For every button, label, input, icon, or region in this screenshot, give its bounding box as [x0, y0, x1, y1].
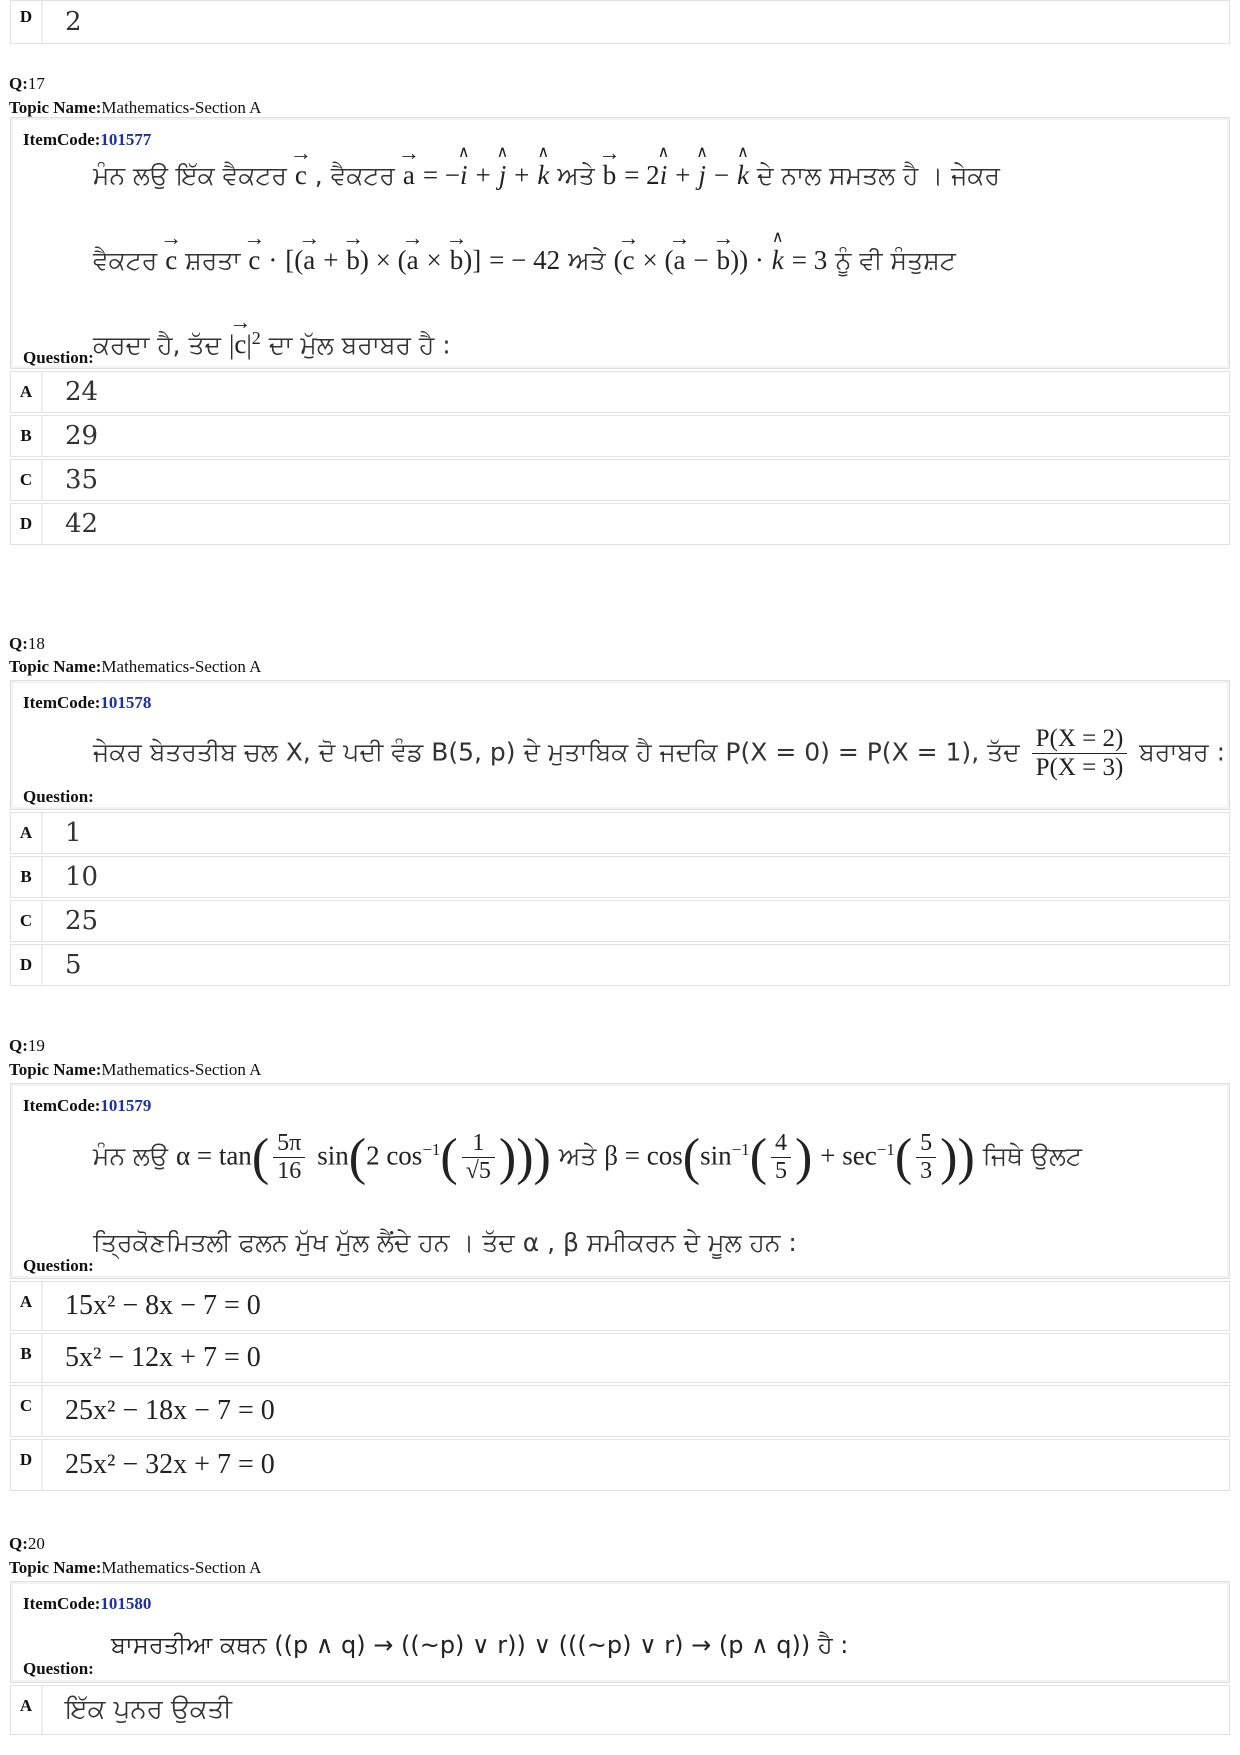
question-label: Question:	[23, 1256, 94, 1275]
question-stem: ਜੇਕਰ ਬੇਤਰਤੀਬ ਚਲ X, ਦੋ ਪਦੀ ਵੰਡ B(5, p) ਦੇ ਮੁਤਾਬਿਕ ਹੈ ਜਦਕਿ P(X = 0) = P(X = 1), ਤੱਦ $\frac{P(X = 2)}{P(X = 3)}$ ਬਰਾਬਰ :	[93, 725, 1225, 781]
probability-ratio: $\frac{P(X = 2)}{P(X = 3)}$	[1032, 725, 1128, 782]
option-d[interactable]	[10, 944, 1230, 986]
option-letter: A	[11, 1686, 41, 1734]
option-a[interactable]	[10, 371, 1230, 413]
question-card	[10, 1083, 1230, 1279]
option-b[interactable]	[10, 856, 1230, 898]
question-stem-line-1: ਮੰਨ ਲਉ α = tan( $\frac{5\pi}{16}$ sin(2 $\cos^{-1}$( $\frac{1}{√5}$ ))) ਅਤੇ $\beta = \cos(\sin^{-1}$( $\frac{4}{5}$ ) + $\sec^{-1}$( $\frac{5}{3}$ )) ਜਿਥੇ ਉਲਟ	[93, 1129, 1082, 1186]
question-stem-line-2: ਤ੍ਰਿਕੋਣਮਿਤਲੀ ਫਲਨ ਮੁੱਖ ਮੁੱਲ ਲੈਂਦੇ ਹਨ । ਤੱਦ α , β ਸਮੀਕਰਨ ਦੇ ਮੂਲ ਹਨ :	[93, 1228, 797, 1257]
option-letter: C	[11, 460, 41, 500]
option-letter: C	[11, 901, 41, 941]
question-card	[10, 117, 1230, 369]
question-label: Question:	[23, 1659, 94, 1678]
option-letter: A	[11, 372, 41, 412]
option-text: ਇੱਕ ਪੁਨਰ ਉਕਤੀ	[65, 1694, 232, 1725]
option-letter: B	[11, 857, 41, 897]
topic-name: Topic Name:Mathematics-Section A	[9, 98, 262, 117]
option-a[interactable]	[10, 812, 1230, 854]
question-label: Question:	[23, 787, 94, 806]
question-number: Q:18	[9, 634, 45, 653]
option-d[interactable]	[10, 503, 1230, 545]
question-card	[10, 1581, 1230, 1683]
option-letter: D	[11, 945, 41, 985]
option-b[interactable]	[10, 1333, 1230, 1383]
topic-name: Topic Name:Mathematics-Section A	[9, 1060, 262, 1079]
option-text: 35	[65, 465, 99, 495]
option-a[interactable]	[10, 1281, 1230, 1331]
option-text: 25x² − 32x + 7 = 0	[65, 1449, 275, 1480]
question-number: Q:17	[9, 74, 45, 93]
option-text: 25x² − 18x − 7 = 0	[65, 1395, 275, 1426]
topic-name: Topic Name:Mathematics-Section A	[9, 657, 262, 676]
question-stem-line-3: ਕਰਦਾ ਹੈ, ਤੱਦ |→ $c|^2$ ਦਾ ਮੁੱਲ ਬਰਾਬਰ ਹੈ :	[93, 328, 451, 360]
option-text: 15x² − 8x − 7 = 0	[65, 1290, 261, 1321]
option-text: 25	[65, 906, 99, 936]
option-text: 29	[65, 421, 99, 451]
option-letter: D	[11, 504, 41, 544]
option-a[interactable]	[10, 1685, 1230, 1735]
option-letter: D	[11, 1, 41, 43]
option-c[interactable]	[10, 900, 1230, 942]
item-code: ItemCode:101577	[23, 130, 152, 149]
option-letter: B	[11, 416, 41, 456]
item-code: ItemCode:101579	[23, 1096, 152, 1115]
option-text: 2	[65, 7, 82, 37]
item-code: ItemCode:101580	[23, 1594, 152, 1613]
option-text: 42	[65, 509, 99, 539]
question-label: Question:	[23, 348, 94, 367]
question-number: Q:20	[9, 1534, 45, 1553]
question-stem-line-1: ਮੰਨ ਲਉ ਇੱਕ ਵੈਕਟਰ → c , ਵੈਕਟਰ → a = −∧ i + ∧ j + ∧ k ਅਤੇ → b = 2∧ i + ∧ j − ∧ k ਦੇ ਨਾਲ ਸਮਤਲ ਹੈ । ਜੇਕਰ	[93, 160, 1000, 191]
option-d[interactable]	[10, 1439, 1230, 1491]
option-text: 5x² − 12x + 7 = 0	[65, 1342, 261, 1373]
option-b[interactable]	[10, 415, 1230, 457]
option-letter: D	[11, 1440, 41, 1490]
option-letter: A	[11, 1282, 41, 1330]
option-letter: B	[11, 1334, 41, 1382]
option-text: 1	[65, 818, 82, 848]
item-code: ItemCode:101578	[23, 693, 152, 712]
option-text: 5	[65, 950, 82, 980]
question-stem-line-2: ਵੈਕਟਰ → c ਸ਼ਰਤਾ → c · [(→ a + → b) × (→ a × → b)] = − 42 ਅਤੇ (→ c × (→ a − → b)) · ∧ k = 3 ਨੂੰ ਵੀ ਸੰਤੁਸ਼ਟ	[93, 245, 956, 276]
option-letter: A	[11, 813, 41, 853]
option-d-prev[interactable]	[10, 0, 1230, 44]
question-number: Q:19	[9, 1036, 45, 1055]
option-c[interactable]	[10, 459, 1230, 501]
topic-name: Topic Name:Mathematics-Section A	[9, 1558, 262, 1577]
question-card	[10, 680, 1230, 810]
option-text: 10	[65, 862, 99, 892]
option-text: 24	[65, 377, 99, 407]
question-stem: ਬਾਸਰਤੀਆ ਕਥਨ ((p ∧ q) → ((~p) ∨ r)) ∨ (((~p) ∨ r) → (p ∧ q)) ਹੈ :	[111, 1631, 849, 1659]
option-letter: C	[11, 1386, 41, 1436]
option-c[interactable]	[10, 1385, 1230, 1437]
